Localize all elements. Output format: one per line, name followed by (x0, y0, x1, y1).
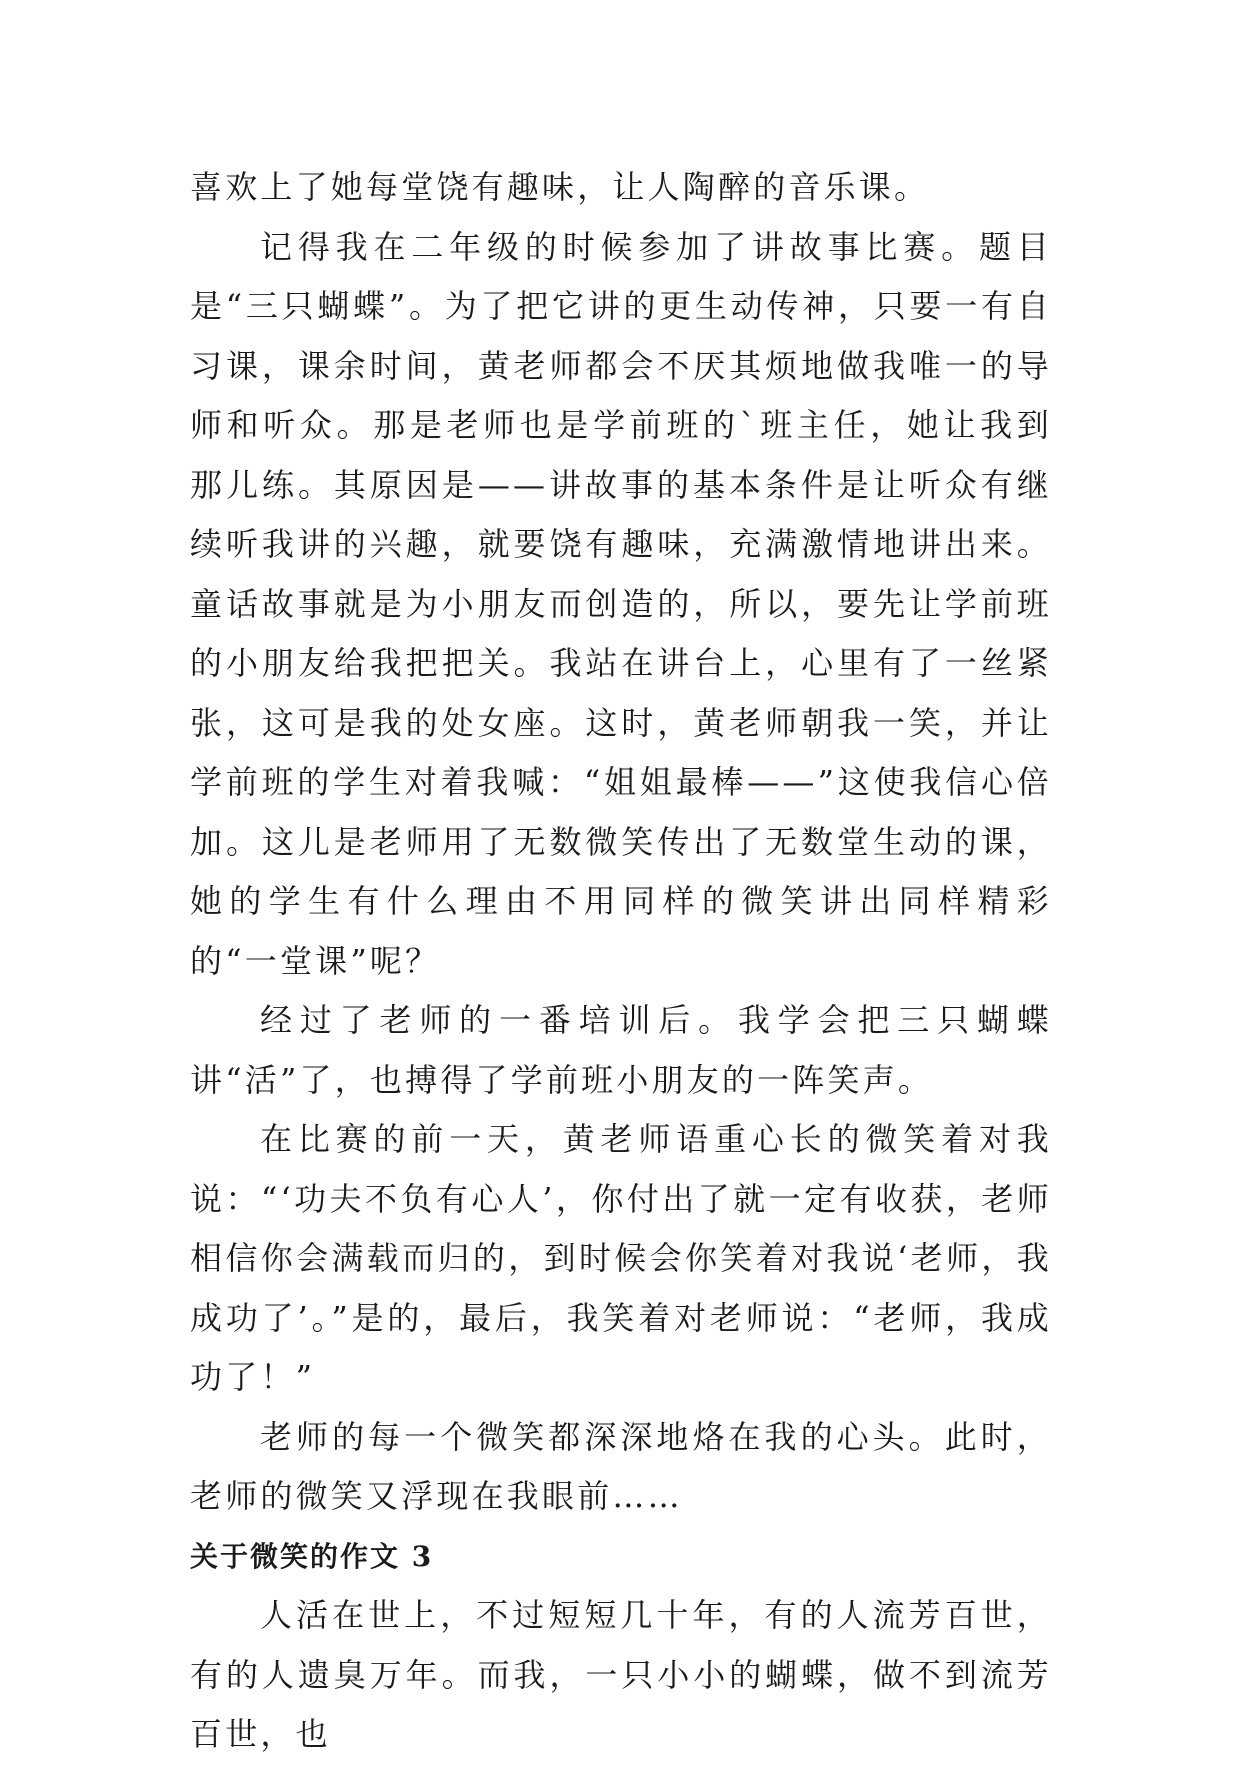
document-body (190, 158, 1052, 1765)
paragraph-5: 老师的每一个微笑都深深地烙在我的心头。此时，老师的微笑又浮现在我眼前…… (190, 1417, 1052, 1515)
paragraph-2: 记得我在二年级的时候参加了讲故事比赛。题目是“三只蝴蝶”。为了把它讲的更生动传神，只要一有自习课，课余时间，黄老师都会不厌其烦地做我唯一的导师和听众。那是老师也是学前班的`班主任，她让我到那儿练。其原因是——讲故事的基本条件是让听众有继续听我讲的兴趣，就要饶有趣味，充满激情地讲出来。童话故事就是为小朋友而创造的，所以，要先让学前班的小朋友给我把把关。我站在讲台上，心里有了一丝紧张，这可是我的处女座。这时，黄老师朝我一笑，并让学前班的学生对着我喊：“姐姐最棒——”这使我信心倍加。这儿是老师用了无数微笑传出了无数堂生动的课，她的学生有什么理由不用同样的微笑讲出同样精彩的“一堂课”呢？ (190, 227, 1052, 980)
paragraph-1: 喜欢上了她每堂饶有趣味，让人陶醉的音乐课。 (190, 168, 930, 206)
paragraph-6: 人活在世上，不过短短几十年，有的人流芳百世，有的人遗臭万年。而我，一只小小的蝴蝶，做不到流芳百世，也 (190, 1596, 1052, 1753)
paragraph-3: 经过了老师的一番培训后。我学会把三只蝴蝶讲“活”了，也搏得了学前班小朋友的一阵笑声。 (190, 1001, 1052, 1099)
section-heading: 关于微笑的作文 3 (190, 1539, 434, 1573)
paragraph-4: 在比赛的前一天，黄老师语重心长的微笑着对我说：“‘功夫不负有心人’，你付出了就一定有收获，老师相信你会满载而归的，到时候会你笑着对我说‘老师，我成功了’。”是的，最后，我笑着对老师说：“老师，我成功了！” (190, 1120, 1052, 1396)
